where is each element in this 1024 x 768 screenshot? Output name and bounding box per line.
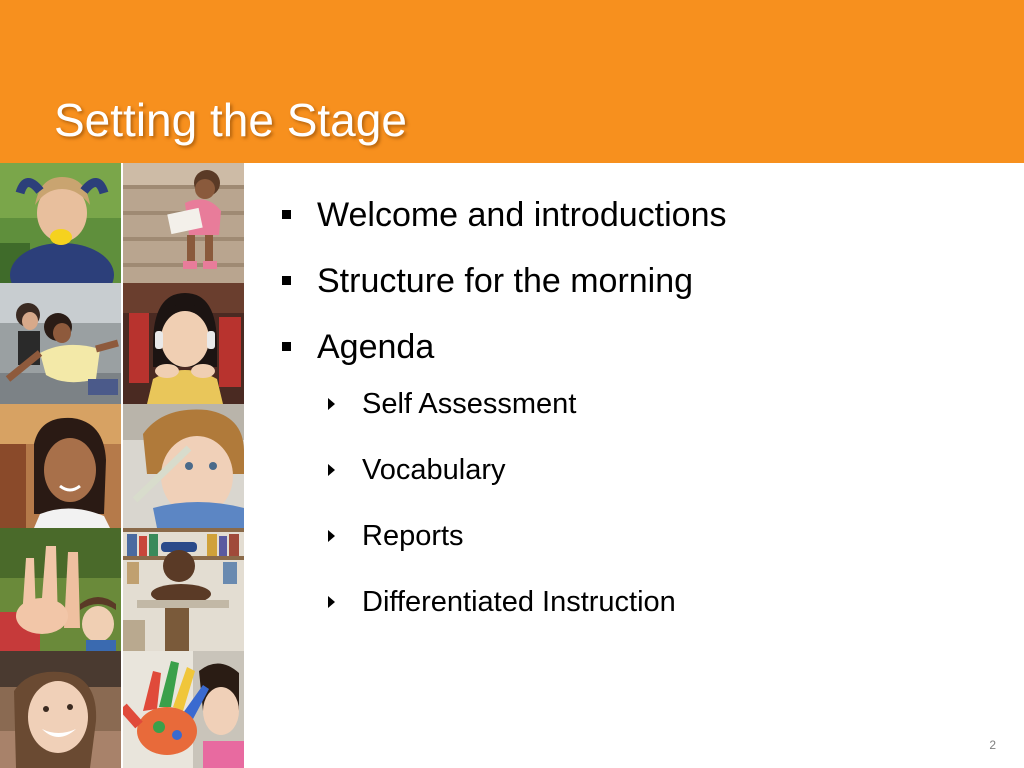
smiling-girl-photo [0,404,121,528]
sub-bullet-text: Self Assessment [362,388,577,420]
raised-hands-photo [0,528,121,651]
triangle-bullet-icon [328,530,335,542]
slide-title: Setting the Stage [54,94,407,146]
girl-reading-on-steps-photo [123,163,244,283]
sub-bullet-text: Vocabulary [362,454,506,486]
laughing-girl-photo [0,651,121,768]
bullet-text: Welcome and introductions [317,196,727,234]
sub-bullet-item [280,448,1000,514]
boy-at-desk-in-library-photo [123,528,244,651]
triangle-bullet-icon [328,464,335,476]
sub-bullet-text: Differentiated Instruction [362,586,676,618]
sub-bullet-item [280,580,1000,646]
bullet-text: Structure for the morning [317,262,694,300]
square-bullet-icon [282,210,291,219]
sub-bullet-item [280,382,1000,448]
triangle-bullet-icon [328,398,335,410]
square-bullet-icon [282,342,291,351]
triangle-bullet-icon [328,596,335,608]
painted-hand-photo [123,651,244,768]
agenda-sublist [280,382,1000,646]
bullet-item [280,322,1000,388]
sub-bullet-item [280,514,1000,580]
boy-with-pencil-photo [123,404,244,528]
girls-playing-photo [0,283,121,404]
bullet-text: Agenda [317,328,435,366]
bullet-list [280,190,1000,646]
page-number: 2 [989,738,996,752]
title-banner [0,0,1024,163]
girl-with-headphones-photo [123,283,244,404]
bullet-item [280,256,1000,322]
photo-collage [0,163,244,768]
boy-with-lemon-photo [0,163,121,283]
sub-bullet-text: Reports [362,520,464,552]
bullet-item [280,190,1000,256]
square-bullet-icon [282,276,291,285]
